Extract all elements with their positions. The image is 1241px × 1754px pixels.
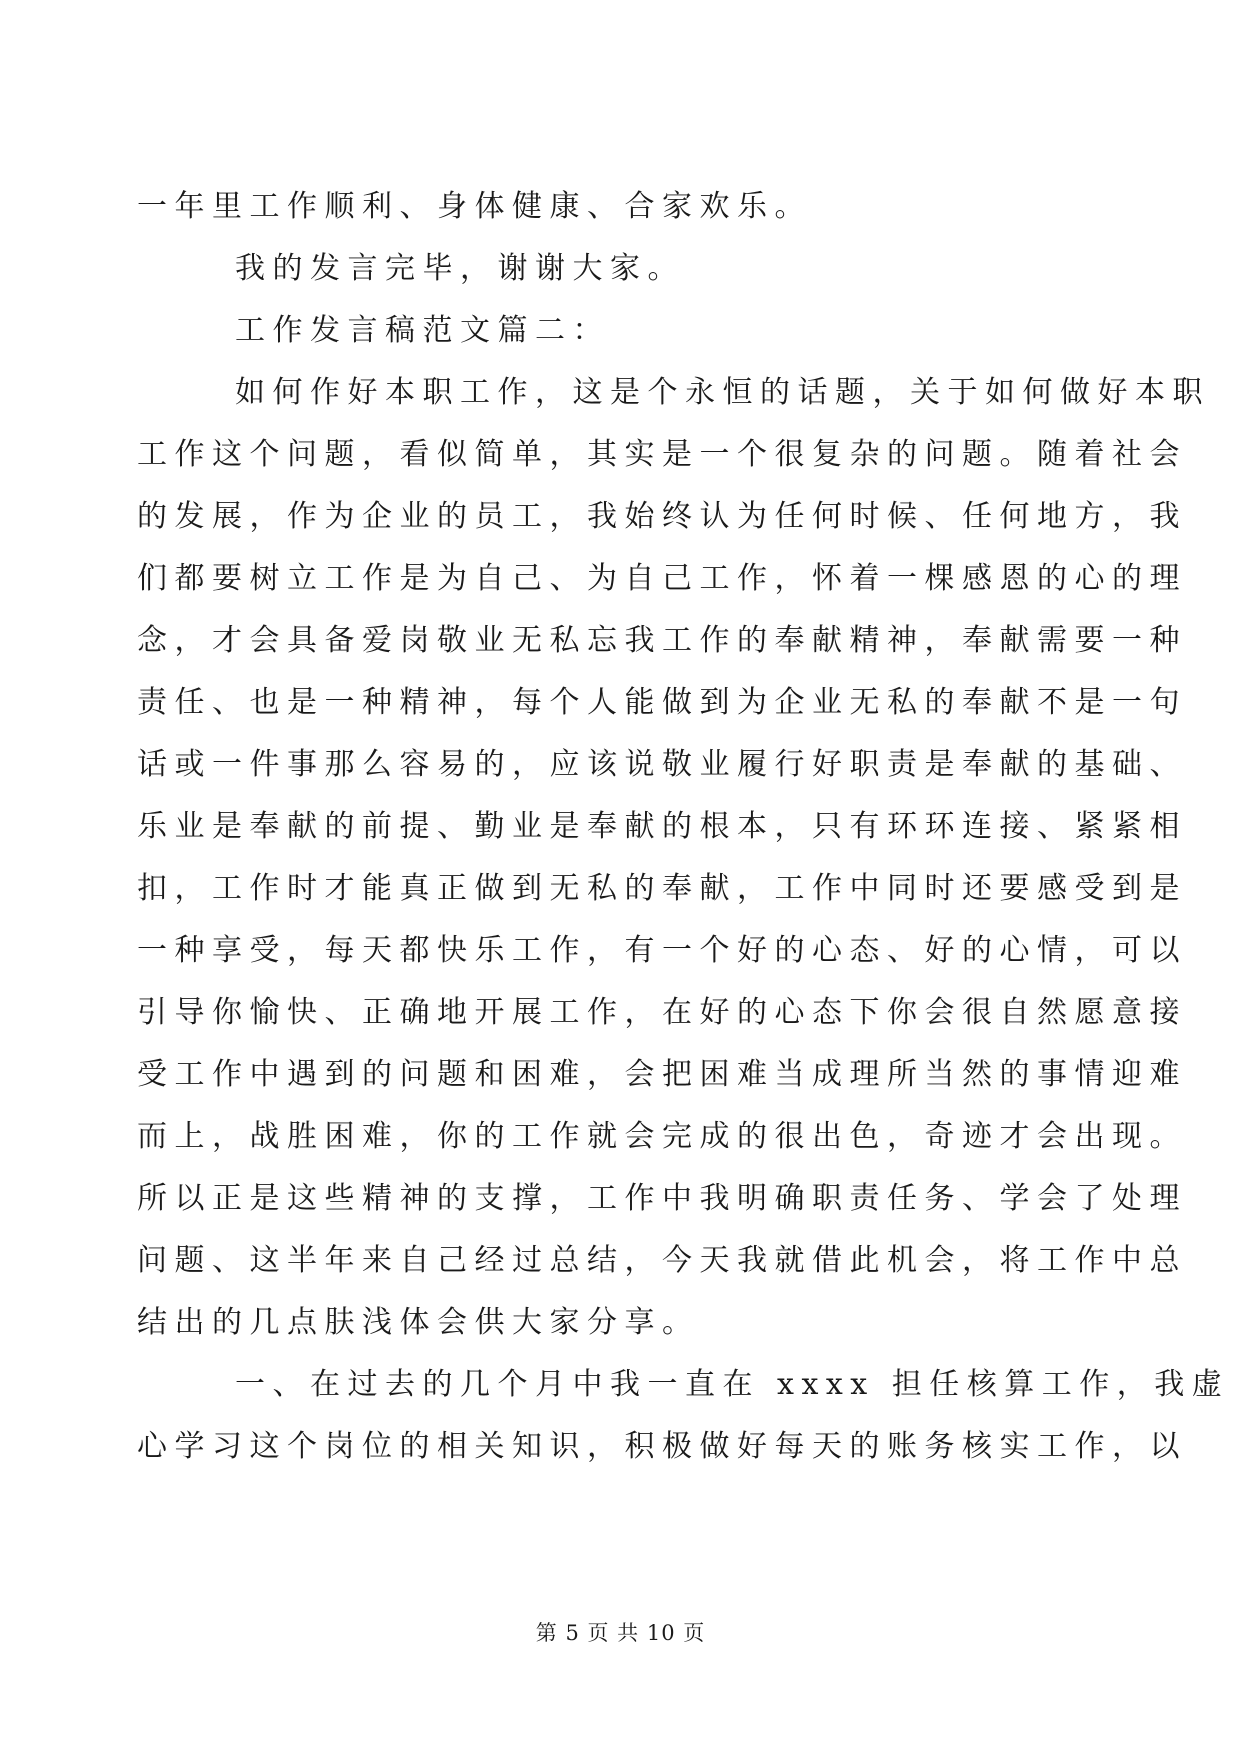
text-line: 问题、这半年来自己经过总结，今天我就借此机会，将工作中总 (137, 1243, 1187, 1278)
text-line: 们都要树立工作是为自己、为自己工作，怀着一棵感恩的心的理 (137, 561, 1187, 596)
text-line: 引导你愉快、正确地开展工作，在好的心态下你会很自然愿意接 (137, 995, 1187, 1030)
text-line: 所以正是这些精神的支撑，工作中我明确职责任务、学会了处理 (137, 1181, 1187, 1216)
text-line: 一年里工作顺利、身体健康、合家欢乐。 (137, 189, 812, 224)
text-line: 责任、也是一种精神，每个人能做到为企业无私的奉献不是一句 (137, 685, 1187, 720)
text-line: 的发展，作为企业的员工，我始终认为任何时候、任何地方，我 (137, 499, 1187, 534)
text-line: 如何作好本职工作，这是个永恒的话题，关于如何做好本职 (235, 375, 1210, 410)
text-line: 一种享受，每天都快乐工作，有一个好的心态、好的心情，可以 (137, 933, 1187, 968)
text-line: 扣，工作时才能真正做到无私的奉献，工作中同时还要感受到是 (137, 871, 1187, 906)
text-line: 心学习这个岗位的相关知识，积极做好每天的账务核实工作，以 (137, 1429, 1187, 1464)
document-body (137, 176, 1230, 1478)
text-line: 结出的几点肤浅体会供大家分享。 (137, 1305, 700, 1340)
text-line: 我的发言完毕，谢谢大家。 (235, 251, 685, 286)
section-heading: 工作发言稿范文篇二： (235, 313, 610, 348)
text-line: 一、在过去的几个月中我一直在 xxxx 担任核算工作，我虚 (235, 1367, 1230, 1402)
text-line: 念，才会具备爱岗敬业无私忘我工作的奉献精神，奉献需要一种 (137, 623, 1187, 658)
text-line: 工作这个问题，看似简单，其实是一个很复杂的问题。随着社会 (137, 437, 1187, 472)
page-footer: 第 5 页 共 10 页 (535, 1621, 706, 1645)
text-line: 乐业是奉献的前提、勤业是奉献的根本，只有环环连接、紧紧相 (137, 809, 1187, 844)
text-line: 而上，战胜困难，你的工作就会完成的很出色，奇迹才会出现。 (137, 1119, 1187, 1154)
text-line: 受工作中遇到的问题和困难，会把困难当成理所当然的事情迎难 (137, 1057, 1187, 1092)
text-line: 话或一件事那么容易的，应该说敬业履行好职责是奉献的基础、 (137, 747, 1187, 782)
